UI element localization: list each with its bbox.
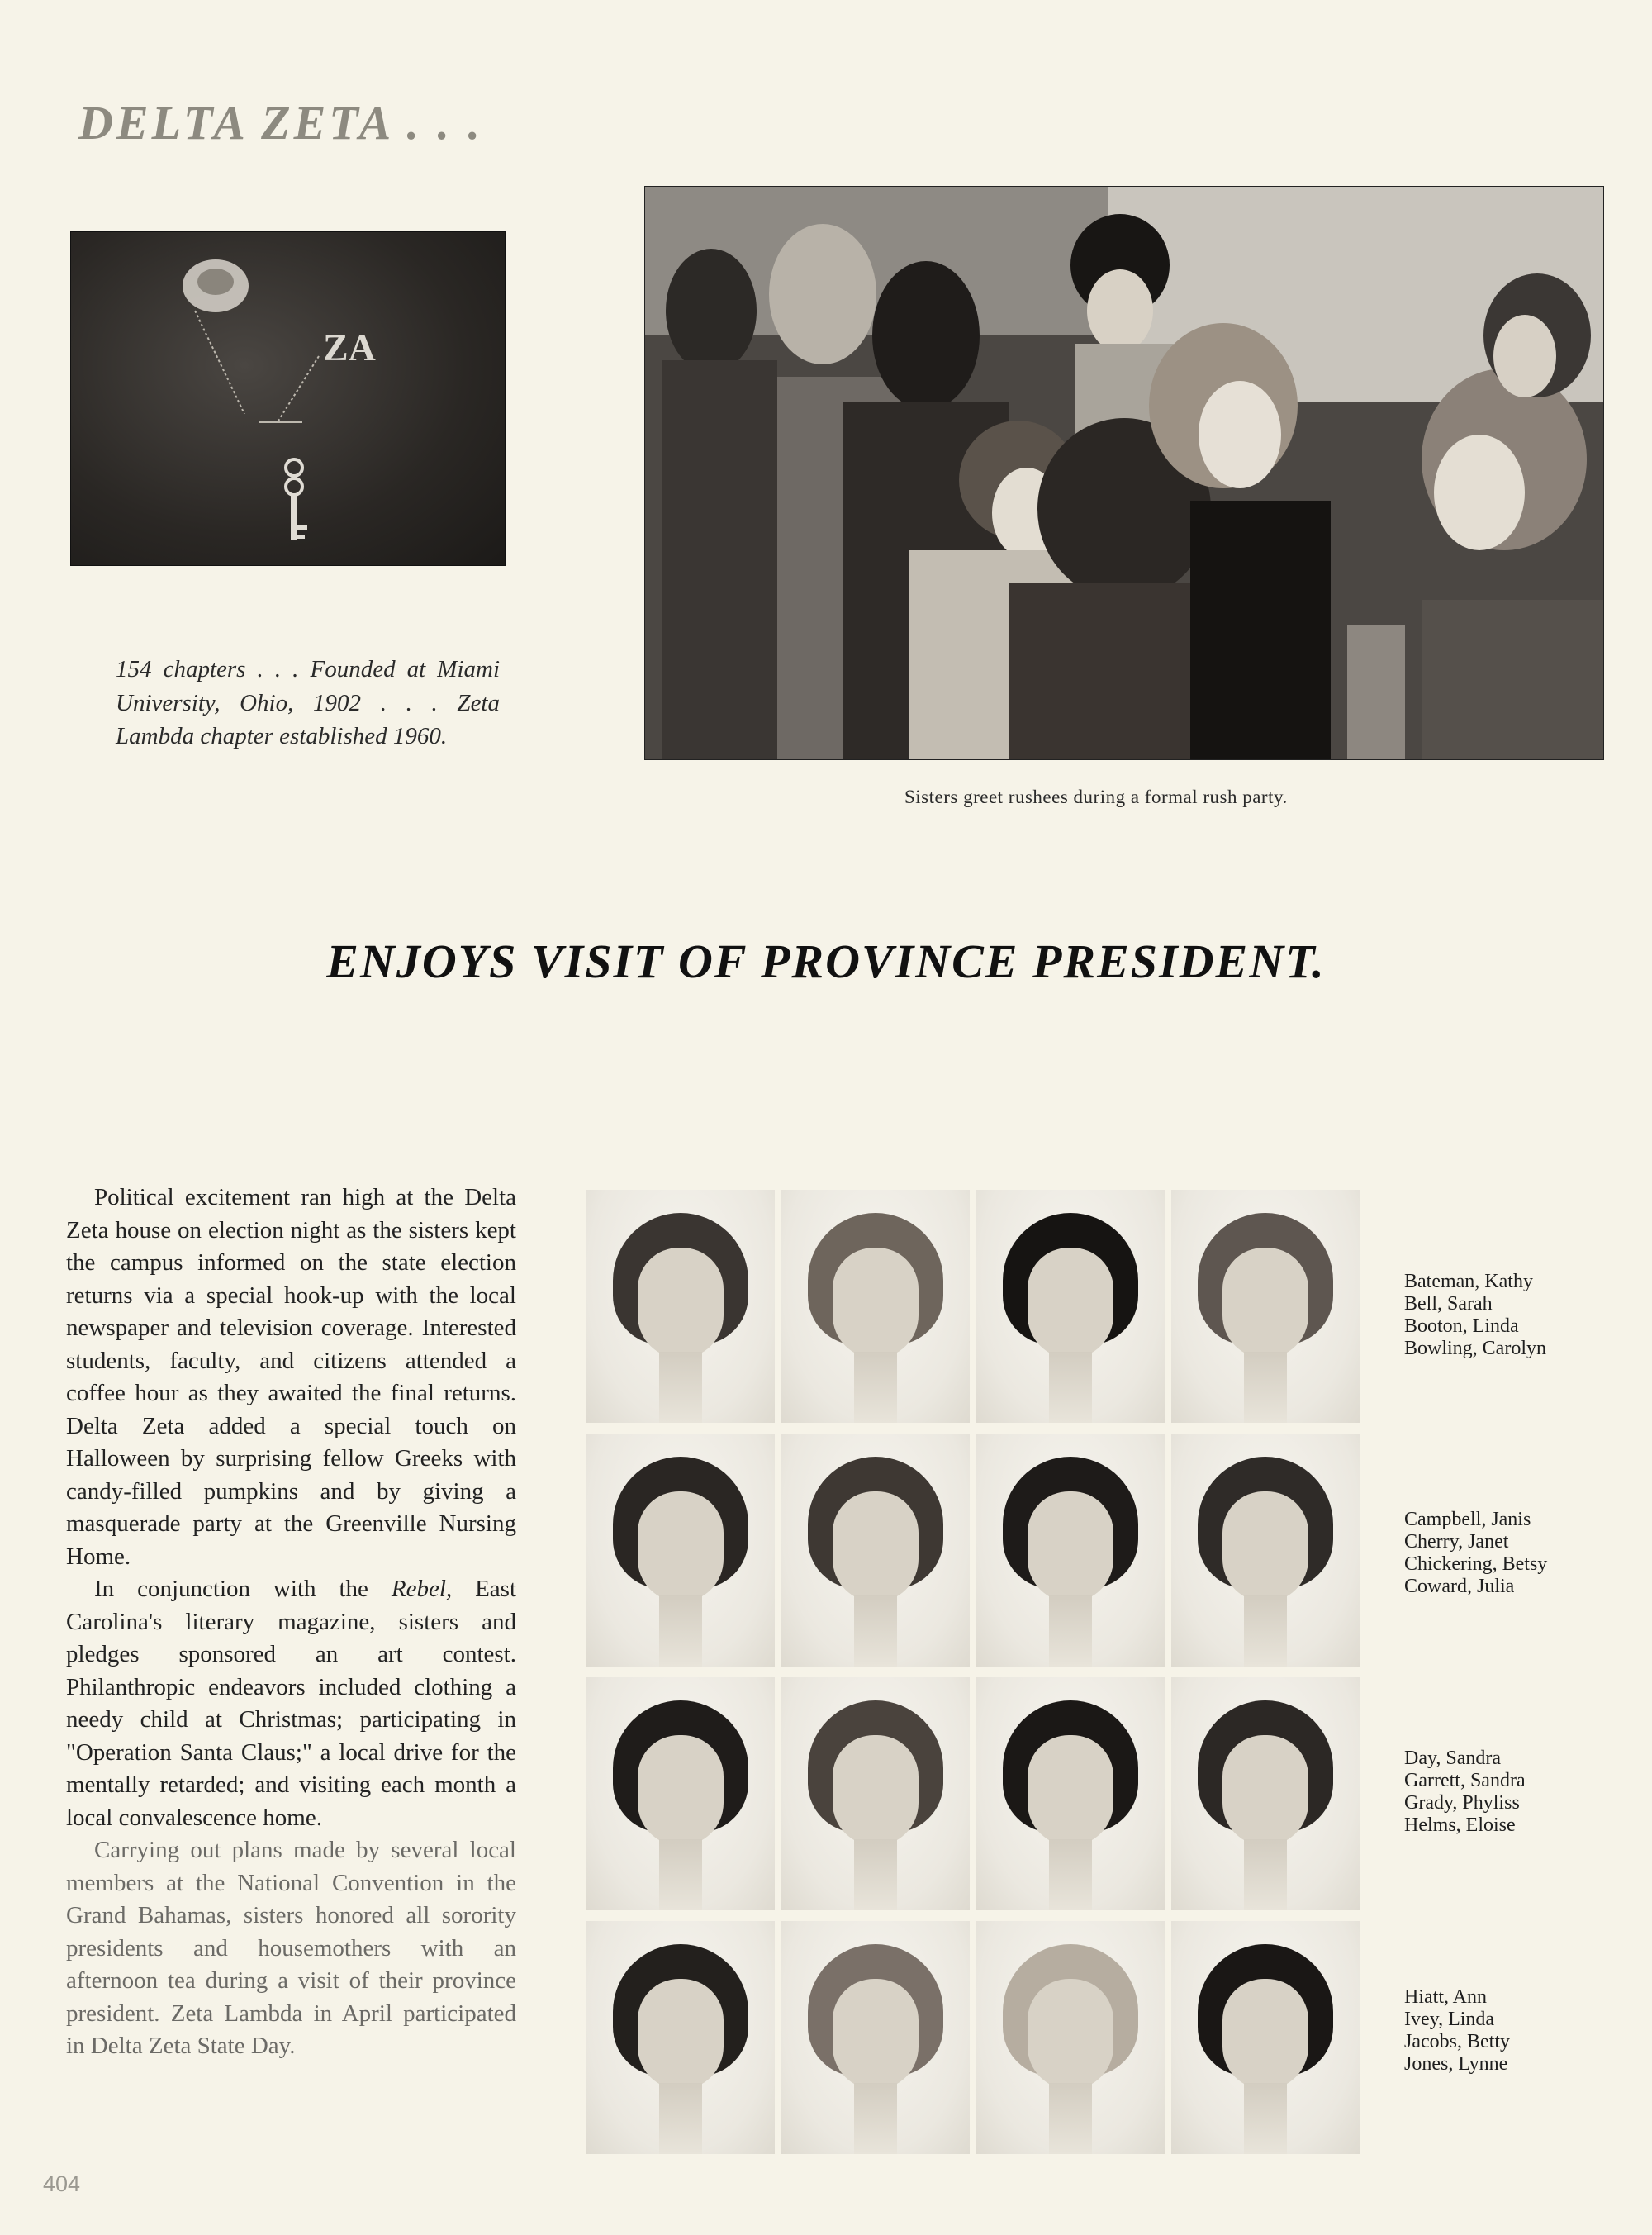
portrait bbox=[1171, 1921, 1360, 2154]
member-name: Garrett, Sandra bbox=[1404, 1770, 1526, 1791]
rush-party-illustration bbox=[645, 187, 1603, 759]
roster-row-2 bbox=[1404, 1509, 1635, 1598]
paragraph-2-rest: East Carolina's literary magazine, sisters and pledges sponsored an art contest. Philanthropic endeavors included clothing a needy child at Christmas; participating in "Operation Santa Claus;" a local drive for the mentally retarded; and visiting each month a local convalescence home. bbox=[66, 1576, 517, 1831]
paragraph-2-lead: In conjunction with the bbox=[94, 1576, 392, 1602]
pin-letters: ZA bbox=[323, 326, 376, 369]
member-name: Bell, Sarah bbox=[1404, 1293, 1493, 1315]
member-name: Chickering, Betsy bbox=[1404, 1553, 1548, 1575]
sorority-pin-photo bbox=[70, 231, 506, 566]
portrait bbox=[781, 1921, 970, 2154]
pin-caption: 154 chapters . . . Founded at Miami University, Ohio, 1902 . . . Zeta Lambda chapter established 1960. bbox=[116, 656, 500, 750]
member-name: Campbell, Janis bbox=[1404, 1509, 1531, 1530]
member-name: Bateman, Kathy bbox=[1404, 1271, 1533, 1292]
page-number: 404 bbox=[43, 2171, 81, 2196]
portrait bbox=[976, 1677, 1165, 1910]
portrait bbox=[781, 1190, 970, 1423]
paragraph-2 bbox=[66, 1573, 516, 1834]
portrait bbox=[1171, 1190, 1360, 1423]
rush-party-photo bbox=[644, 186, 1604, 760]
roster-row-4 bbox=[1404, 1986, 1635, 2076]
article-body bbox=[66, 1182, 516, 2063]
portrait bbox=[586, 1677, 775, 1910]
paragraph-3: Carrying out plans made by several local members at the National Convention in the Grand Bahamas, sisters honored all sorority presidents and housemothers with an afternoon tea during a visit of their province president. Zeta Lambda in April participated in Delta Zeta State Day. bbox=[66, 1837, 516, 2059]
roster-row-3 bbox=[1404, 1748, 1635, 1837]
portrait bbox=[1171, 1677, 1360, 1910]
member-name: Day, Sandra bbox=[1404, 1748, 1502, 1769]
member-name: Ivey, Linda bbox=[1404, 2009, 1495, 2030]
portrait bbox=[586, 1434, 775, 1667]
member-name: Coward, Julia bbox=[1404, 1576, 1515, 1597]
rush-photo-caption: Sisters greet rushees during a formal rush party. bbox=[904, 787, 1288, 807]
page-title: DELTA ZETA . . . bbox=[78, 96, 483, 150]
member-name: Grady, Phyliss bbox=[1404, 1792, 1520, 1814]
portrait bbox=[781, 1434, 970, 1667]
portrait bbox=[781, 1677, 970, 1910]
portrait bbox=[976, 1434, 1165, 1667]
magazine-title: Rebel, bbox=[391, 1576, 453, 1602]
portrait bbox=[1171, 1434, 1360, 1667]
member-name: Booton, Linda bbox=[1404, 1315, 1519, 1337]
portrait bbox=[586, 1190, 775, 1423]
portrait bbox=[586, 1921, 775, 2154]
portrait bbox=[976, 1921, 1165, 2154]
portrait-grid bbox=[586, 1190, 1359, 2148]
section-headline: ENJOYS VISIT OF PROVINCE PRESIDENT. bbox=[326, 934, 1326, 988]
roster-row-1 bbox=[1404, 1271, 1635, 1360]
member-name: Hiatt, Ann bbox=[1404, 1986, 1487, 2008]
member-name: Helms, Eloise bbox=[1404, 1814, 1516, 1836]
member-name: Bowling, Carolyn bbox=[1404, 1338, 1546, 1359]
member-name: Jones, Lynne bbox=[1404, 2053, 1508, 2075]
member-name: Jacobs, Betty bbox=[1404, 2031, 1510, 2052]
paragraph-1: Political excitement ran high at the Delta Zeta house on election night as the sisters kept the campus informed on the state election returns via a special hook-up with the local newspaper and television coverage. Interested students, faculty, and citizens attended a coffee hour as they awaited the final returns. Delta Zeta added a special touch on Halloween by surprising fellow Greeks with candy-filled pumpkins and by giving a masquerade party at the Greenville Nursing Home. bbox=[66, 1184, 516, 1570]
portrait bbox=[976, 1190, 1165, 1423]
pin-illustration bbox=[71, 232, 505, 565]
member-name: Cherry, Janet bbox=[1404, 1531, 1509, 1553]
